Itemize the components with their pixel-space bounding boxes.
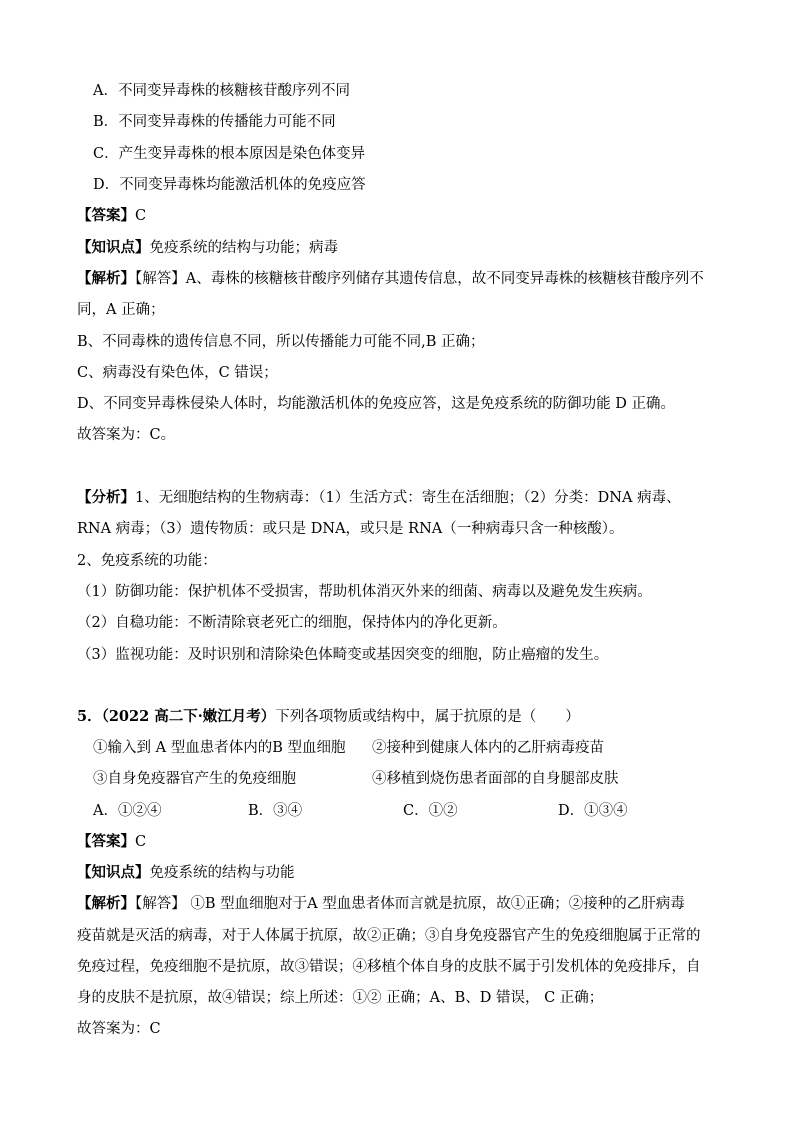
- q5-analysis-line-5: 故答案为：C: [77, 1021, 161, 1037]
- q5-source: （2022 高二下·嫩江月考）: [101, 708, 276, 725]
- q5-analysis-line-2: 疫苗就是灭活的病毒，对于人体属于抗原，故②正确；③自身免疫器官产生的免疫细胞属于正常的: [77, 928, 701, 944]
- q4-option-d: D．不同变异毒株均能激活机体的免疫应答: [93, 177, 366, 193]
- q4-option-b: B．不同变异毒株的传播能力可能不同: [93, 114, 336, 130]
- fenxi-text: 1、无细胞结构的生物病毒：（1）生活方式：寄生在活细胞；（2）分类：DNA 病毒、: [135, 490, 681, 506]
- q4-fenxi-line-6: （3）监视功能：及时识别和清除染色体畸变或基因突变的细胞，防止癌瘤的发生。: [77, 647, 609, 663]
- q4-knowledge: [77, 238, 338, 258]
- q5-choice-c: C．①②: [403, 803, 458, 819]
- q5-analysis-line-3: 免疫过程，免疫细胞不是抗原，故③错误；④移植个体自身的皮肤不属于引发机体的免疫排斥，自: [77, 959, 701, 975]
- q4-fenxi-line-4: （1）防御功能：保护机体不受损害，帮助机体消灭外来的细菌、病毒以及避免发生疾病。: [77, 584, 652, 600]
- knowledge-value: 免疫系统的结构与功能；病毒: [149, 240, 338, 256]
- q5-number: 5．: [77, 708, 102, 725]
- q4-answer: [77, 206, 146, 226]
- analysis-label: 【解析】: [77, 270, 135, 287]
- analysis-text: 【解答】 ①B 型血细胞对于A 型血患者体而言就是抗原，故①正确；②接种的乙肝病毒: [135, 896, 685, 912]
- q4-analysis-line-3: B、不同毒株的遗传信息不同，所以传播能力可能不同,B 正确；: [77, 334, 485, 350]
- q5-choice-d: D．①③④: [558, 803, 628, 819]
- q5-analysis-line-1: [77, 894, 685, 914]
- q5-item-1: ①输入到 A 型血患者体内的B 型血细胞: [93, 740, 346, 756]
- q4-fenxi-line-5: （2）自稳功能：不断清除衰老死亡的细胞，保持体内的净化更新。: [77, 615, 507, 631]
- q4-fenxi-line-3: 2、免疫系统的功能：: [77, 553, 217, 569]
- q5-stem-text: 下列各项物质或结构中，属于抗原的是（ ）: [275, 709, 580, 725]
- q4-option-a: A．不同变异毒株的核糖核苷酸序列不同: [93, 83, 350, 99]
- q4-analysis-line-4: C、病毒没有染色体，C 错误；: [77, 365, 278, 381]
- q5-item-2: ②接种到健康人体内的乙肝病毒疫苗: [372, 740, 604, 756]
- answer-label: 【答案】: [77, 207, 135, 224]
- q5-item-3: ③自身免疫器官产生的免疫细胞: [93, 771, 296, 787]
- q4-analysis-line-1: [77, 269, 704, 289]
- answer-value: C: [135, 834, 147, 850]
- q5-choice-b: B．③④: [248, 803, 303, 819]
- q5-analysis-line-4: 身的皮肤不是抗原，故④错误；综上所述：①② 正确；A、B、D 错误， C 正确；: [77, 990, 604, 1006]
- knowledge-label: 【知识点】: [77, 239, 150, 256]
- analysis-label: 【解析】: [77, 895, 135, 912]
- q5-knowledge: [77, 863, 295, 883]
- q4-analysis-line-5: D、不同变异毒株侵染人体时，均能激活机体的免疫应答，这是免疫系统的防御功能 D 正确。: [77, 396, 675, 412]
- q5-stem: [77, 707, 580, 727]
- answer-label: 【答案】: [77, 833, 135, 850]
- q4-analysis-line-6: 故答案为：C。: [77, 427, 176, 443]
- knowledge-value: 免疫系统的结构与功能: [149, 865, 295, 881]
- fenxi-label: 【分析】: [77, 489, 135, 506]
- q4-analysis-line-2: 同，A 正确；: [77, 302, 165, 318]
- q4-option-c: C．产生变异毒株的根本原因是染色体变异: [93, 146, 366, 162]
- analysis-text: 【解答】A、毒株的核糖核苷酸序列储存其遗传信息，故不同变异毒株的核糖核苷酸序列不: [135, 271, 704, 287]
- q5-answer: [77, 832, 146, 852]
- q5-item-4: ④移植到烧伤患者面部的自身腿部皮肤: [372, 771, 619, 787]
- q4-fenxi-line-1: [77, 488, 681, 508]
- knowledge-label: 【知识点】: [77, 864, 150, 881]
- q4-fenxi-line-2: RNA 病毒；（3）遗传物质：或只是 DNA，或只是 RNA（一种病毒只含一种核酸）。: [77, 521, 624, 537]
- answer-value: C: [135, 208, 147, 224]
- q5-choice-a: A．①②④: [93, 803, 162, 819]
